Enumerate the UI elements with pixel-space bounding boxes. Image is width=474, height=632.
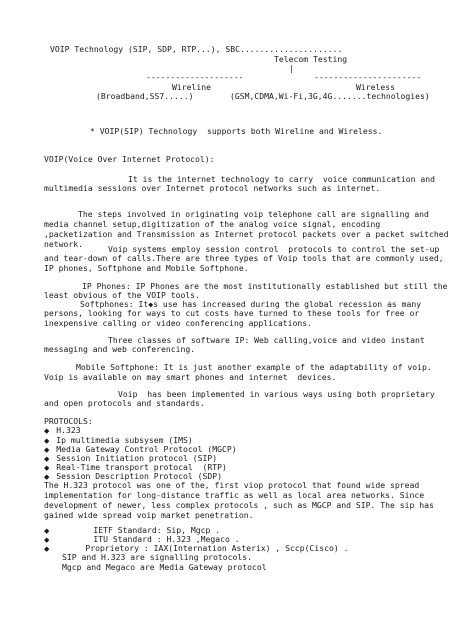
standard-label: IETF Standard: Sip, Mgcp . bbox=[93, 525, 221, 535]
wireless-label: Wireless bbox=[356, 82, 395, 92]
paragraph-1-line-2: multimedia sessions over Internet protocol networks such as internet. bbox=[44, 183, 381, 193]
protocol-item-label: Ip multimedia subsysem (IMS) bbox=[56, 435, 193, 445]
software-ip-line-2: messaging and web conferencing. bbox=[44, 344, 196, 354]
standard-label: ITU Standard : H.323 ,Megaco . bbox=[93, 534, 240, 544]
protocols-summary: The H.323 protocol was one of the, first viop protocol that found wide spread implementation for long-distance traffic as well as local area networks. Since development of newer, less complex protocols , such as MGCP and SIP. The sip has gained wide spread voip market penetration. bbox=[44, 480, 434, 520]
paragraph-2-text: The steps involved in originating voip telephone call are signalling and media channel setup,digitization of the analog voice signal, encoding ,packetization and Transmission as Internet protocol packets over a packet switched network. bbox=[44, 209, 449, 249]
wireless-detail: (GSM,CDMA,Wi-Fi,3G,4G.......technologies) bbox=[230, 91, 430, 101]
paragraph-2 bbox=[44, 199, 472, 249]
ip-phones-line: IP Phones: IP Phones are the most institutionally established but still the bbox=[82, 281, 448, 291]
telecom-testing-label: Telecom Testing bbox=[274, 54, 348, 64]
mobile-softphone-line-2: Voip is available on may smart phones and internet devices. bbox=[44, 372, 337, 382]
softphones-line: Softphones: It◆s use has increased during the global recession as many bbox=[80, 299, 422, 309]
tree-branch-right: ---------------------- bbox=[314, 72, 422, 82]
media-gateway-note: Mgcp and Megaco are Media Gateway protocol bbox=[62, 562, 267, 572]
paragraph-3-line-1: Voip systems employ session control protocols to control the set-up bbox=[108, 244, 440, 254]
paragraph-3-rest: and tear-down of calls.There are three types of Voip tools that are commonly used, IP phones, Softphone and Mobile Softphone. bbox=[44, 253, 444, 273]
diamond-bullet-icon: ◆ bbox=[44, 464, 50, 472]
document-title-line: VOIP Technology (SIP, SDP, RTP...), SBC..................... bbox=[50, 44, 343, 54]
protocols-heading: PROTOCOLS: bbox=[44, 416, 93, 426]
diamond-bullet-icon: ◆ bbox=[44, 455, 50, 463]
implementation-line-2: and open protocols and standards. bbox=[44, 398, 205, 408]
tree-connector: | bbox=[289, 63, 294, 73]
diamond-bullet-icon: ◆ bbox=[44, 437, 50, 445]
wireline-detail: (Broadband,SS7.....) bbox=[96, 91, 194, 101]
diamond-bullet-icon: ◆ bbox=[44, 536, 50, 544]
diamond-bullet-icon: ◆ bbox=[44, 545, 50, 553]
implementation-line-1: Voip has been implemented in various ways using both proprietary bbox=[118, 389, 435, 399]
protocol-item-label: Media Gateway Control Protocol (MGCP) bbox=[56, 444, 237, 454]
protocol-item-label: H.323 bbox=[56, 425, 81, 435]
softphones-rest: persons, looking for ways to cut costs have turned to these tools for free or inexpensive calling or video conferencing applications. bbox=[44, 308, 420, 328]
paragraph-1-line-1: It is the internet technology to carry voice communication and bbox=[128, 174, 435, 184]
protocol-item-label: Session Initiation protocol (SIP) bbox=[56, 453, 218, 463]
ip-phones-line-2: least obvious of the VOIP tools. bbox=[44, 290, 200, 300]
diamond-bullet-icon: ◆ bbox=[44, 427, 50, 435]
signalling-note: SIP and H.323 are signalling protocols. bbox=[62, 552, 253, 562]
software-ip-line-1: Three classes of software IP: Web calling,voice and video instant bbox=[108, 335, 425, 345]
standard-label: Proprietory : IAX(Internation Asterix) , Sccp(Cisco) . bbox=[85, 543, 349, 553]
diamond-bullet-icon: ◆ bbox=[44, 446, 50, 454]
tree-branch-left: -------------------- bbox=[146, 72, 244, 82]
diamond-bullet-icon: ◆ bbox=[44, 473, 50, 481]
protocol-item-label: Session Description Protocol (SDP) bbox=[56, 471, 222, 481]
voip-heading: VOIP(Voice Over Internet Protocol): bbox=[44, 154, 215, 164]
protocol-item-label: Real-Time transport protocal (RTP) bbox=[56, 462, 227, 472]
diamond-bullet-icon: ◆ bbox=[44, 527, 50, 535]
highlight-statement: * VOIP(SIP) Technology supports both Wireline and Wireless. bbox=[90, 126, 383, 136]
wireline-label: Wireline bbox=[172, 82, 211, 92]
mobile-softphone-line-1: Mobile Softphone: It is just another example of the adaptability of voip. bbox=[76, 362, 432, 372]
